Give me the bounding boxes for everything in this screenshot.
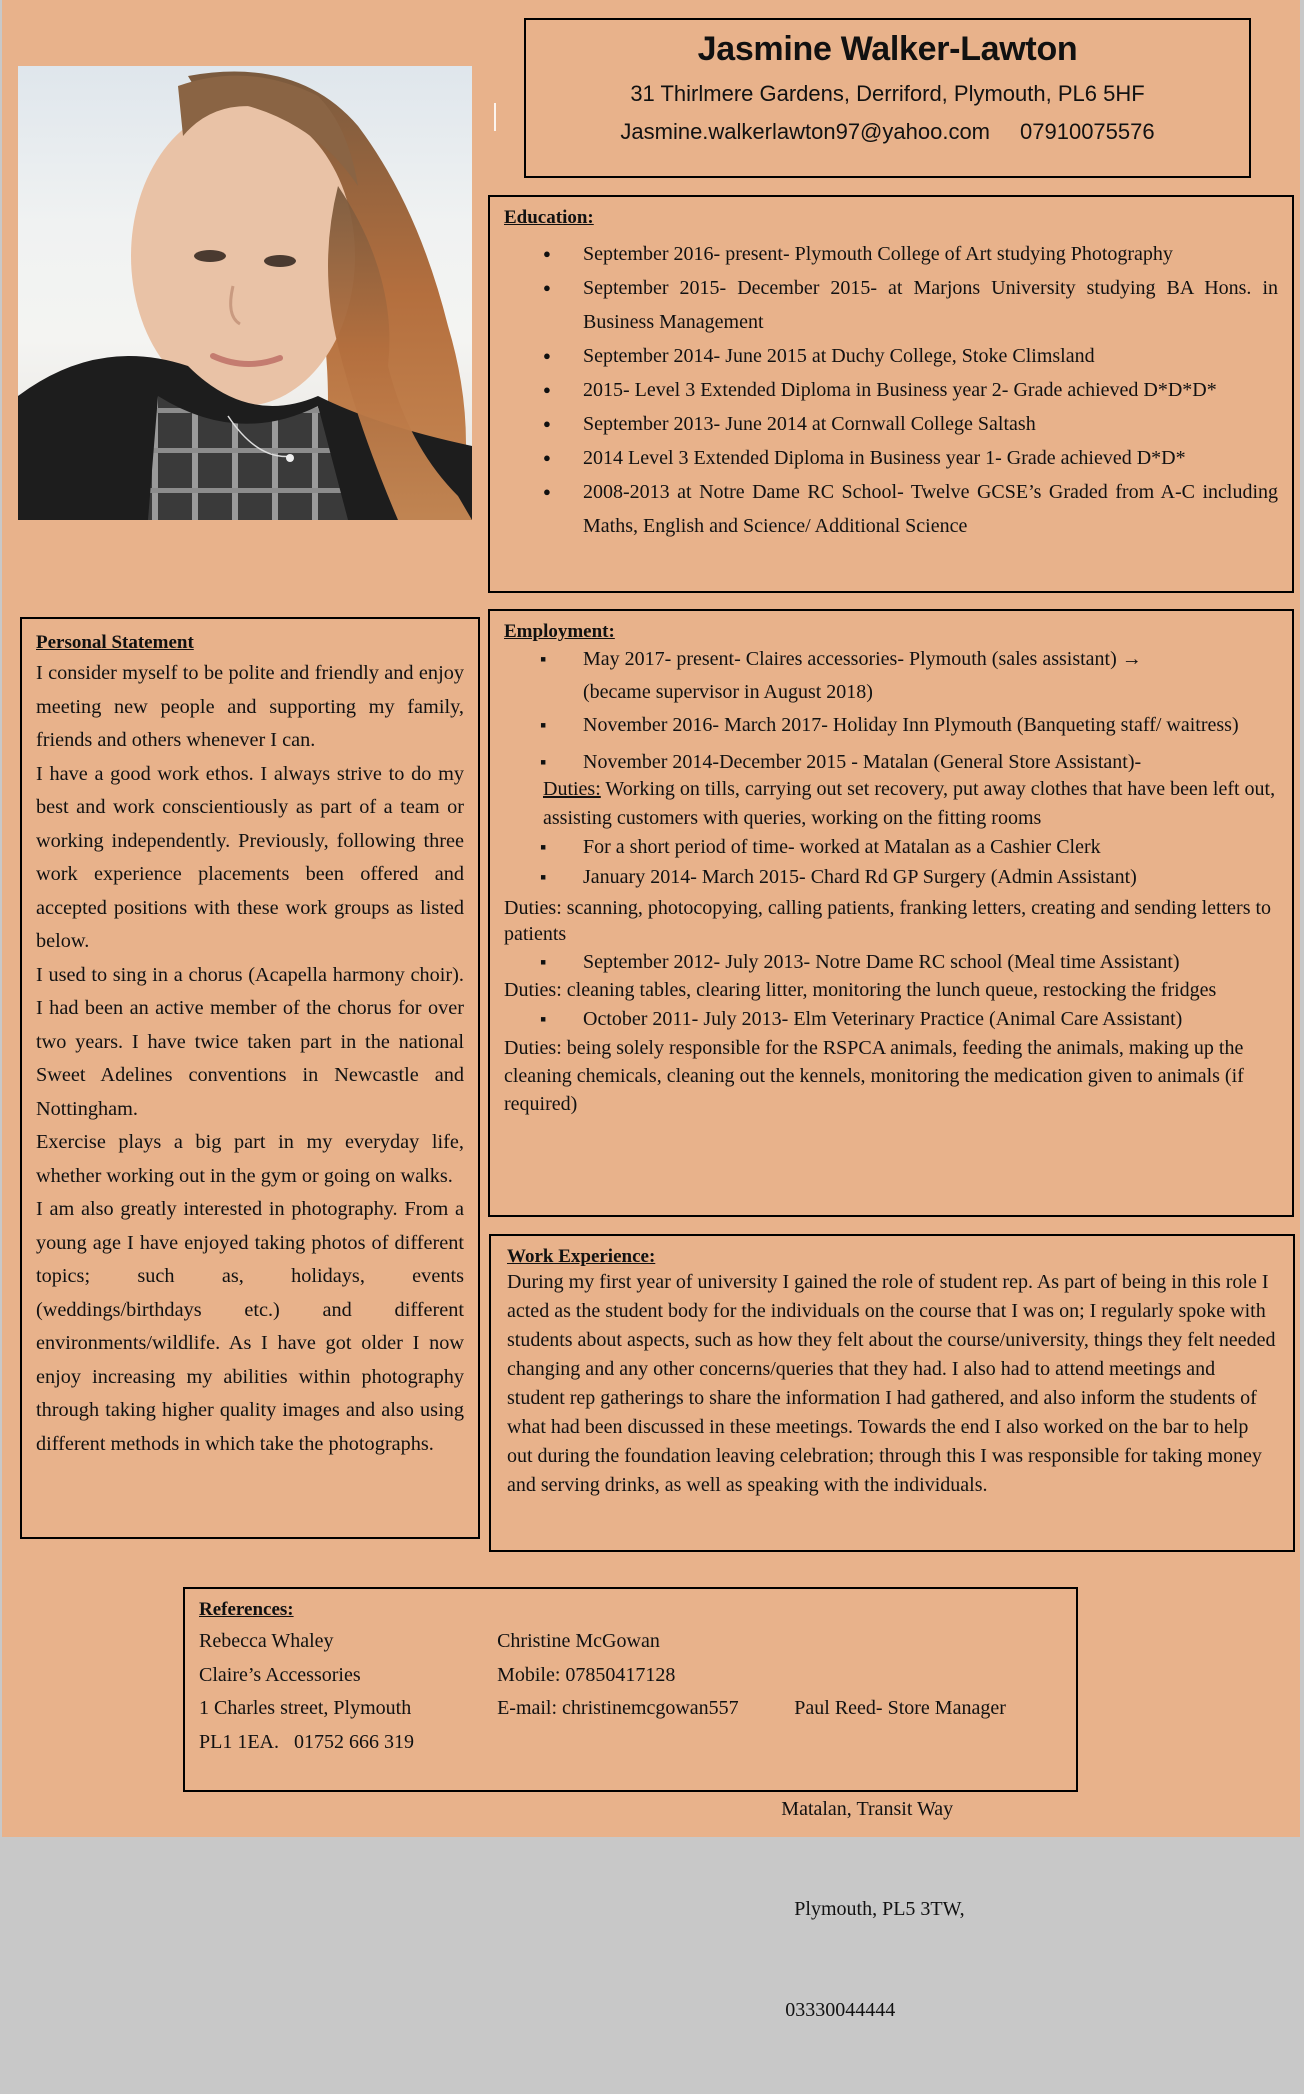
cv-page: [2, 0, 1300, 2021]
reference-line: Mobile: 07850417128: [497, 1663, 676, 1686]
personal-paragraph: I used to sing in a chorus (Acapella harmony choir). I had been an active member of the chorus for over two years. I have twice taken part in the national Sweet Adelines conventions in Newcastle and Nottingham.: [36, 963, 464, 1120]
contact-line: [526, 119, 1249, 145]
education-item: ● 2014 Level 3 Extended Diploma in Business year 1- Grade achieved D*D*: [583, 441, 1278, 475]
education-item: ● September 2016- present- Plymouth College of Art studying Photography: [583, 237, 1278, 271]
employment-title: For a short period of time- worked at Matalan as a Cashier Clerk: [583, 836, 1101, 858]
employment-duties: Duties: scanning, photocopying, calling patients, franking letters, creating and sending letters to patients: [504, 897, 1272, 945]
reference-line: Rebecca Whaley: [199, 1630, 334, 1652]
employment-title: November 2014-December 2015 - Matalan (General Store Assistant)-: [583, 751, 1142, 773]
reference-line: Christine McGowan: [497, 1630, 660, 1652]
email[interactable]: Jasmine.walkerlawton97@yahoo.com: [620, 119, 991, 144]
employment-title: October 2011- July 2013- Elm Veterinary Practice (Animal Care Assistant): [583, 1008, 1183, 1030]
employment-duties: [504, 775, 1278, 833]
reference-line: Paul Reed- Store Manager: [789, 1697, 1006, 1719]
reference-line: Claire’s Accessories: [199, 1663, 361, 1686]
duties-label: Duties:: [543, 778, 601, 800]
personal-paragraph: I consider myself to be polite and friendly and enjoy meeting new people and supporting my family, friends and others whenever I can.: [36, 662, 464, 751]
employment-title: January 2014- March 2015- Chard Rd GP Surgery (Admin Assistant): [583, 866, 1137, 888]
reference-card: [497, 1625, 789, 2094]
education-item: ● September 2014- June 2015 at Duchy College, Stoke Climsland: [583, 339, 1278, 373]
reference-line: 03330044444: [785, 1998, 896, 2021]
personal-paragraph: I have a good work ethos. I always strive to do my best and work conscientiously as part of a team or working independently. Previously, following three work experience placements been offered and accepted positions with these work groups as listed below.: [36, 762, 464, 952]
employment-entry: [504, 746, 1278, 779]
personal-paragraph: Exercise plays a big part in my everyday life, whether working out in the gym or going on walks.: [36, 1131, 464, 1187]
employment-entry: [504, 833, 1278, 862]
education-item: ● September 2013- June 2014 at Cornwall College Saltash: [583, 407, 1278, 441]
work-experience-section: [489, 1234, 1295, 1552]
education-item: [583, 271, 1278, 339]
employment-entry: [504, 643, 1278, 709]
education-list: [504, 237, 1278, 543]
employment-title: November 2016- March 2017- Holiday Inn Plymouth (Banqueting staff/ waitress): [583, 714, 1239, 736]
header-box: [524, 18, 1251, 178]
employment-extra: (became supervisor in August 2018): [583, 681, 873, 703]
reference-card: [199, 1625, 497, 2094]
reference-line: 1 Charles street, Plymouth: [199, 1697, 412, 1719]
employment-entry: [504, 709, 1278, 742]
reference-line: E-mail: christinemcgowan557: [497, 1697, 739, 1719]
profile-photo: [18, 66, 472, 520]
reference-card: [781, 1625, 1062, 2094]
references-columns: [199, 1625, 1062, 2094]
employment-duties: Duties: being solely responsible for the RSPCA animals, feeding the animals, making up the cleaning chemicals, cleaning out the kennels, monitoring the medication given to animals (if required): [504, 1037, 1244, 1115]
right-arrow-icon: →: [1121, 648, 1142, 670]
profile-photo-icon: [18, 66, 472, 520]
phone: 07910075576: [1020, 119, 1155, 144]
employment-section: [488, 609, 1294, 1217]
duties-text: Working on tills, carrying out set recovery, put away clothes that have been left out, assisting customers with queries, working on the fitting rooms: [543, 778, 1276, 829]
education-item: ● 2008-2013 at Notre Dame RC School- Twelve GCSE’s Graded from A-C including Maths, English and Science/ Additional Science: [583, 475, 1278, 543]
education-heading: Education:: [504, 207, 594, 228]
employment-title: September 2012- July 2013- Notre Dame RC school (Meal time Assistant): [583, 951, 1180, 973]
employment-entry: [504, 947, 1278, 977]
address: 31 Thirlmere Gardens, Derriford, Plymouth, PL6 5HF: [630, 81, 1145, 106]
reference-line: PL1 1EA. 01752 666 319: [199, 1730, 414, 1753]
reference-line: Plymouth, PL5 3TW,: [789, 1898, 965, 1920]
personal-statement-section: [20, 617, 480, 1539]
employment-duties: Duties: cleaning tables, clearing litter, monitoring the lunch queue, restocking the fridges: [504, 979, 1217, 1001]
employment-entry: [504, 1004, 1278, 1034]
work-experience-text: During my first year of university I gained the role of student rep. As part of being in this role I acted as the student body for the individuals on the course that I was on; I regularly spoke with students about aspects, such as how they felt about the course/university, things they felt needed changing and any other concerns/queries that they had. I also had to attend meetings and student rep gatherings to share the information I had gathered, and also inform the students of what had been discussed in these meetings. Towards the end I also worked on the bar to help out during the foundation leaving celebration; through this I was responsible for taking money and serving drinks, as well as speaking with the individuals.: [507, 1271, 1276, 1496]
candidate-name: Jasmine Walker-Lawton: [697, 30, 1078, 68]
text-cursor-mark: [494, 103, 496, 131]
education-section: [488, 195, 1294, 593]
employment-heading: Employment:: [504, 621, 615, 642]
personal-statement-heading: Personal Statement: [36, 632, 194, 653]
employment-entry: [504, 862, 1278, 893]
employment-title: May 2017- present- Claires accessories- Plymouth (sales assistant): [583, 648, 1117, 670]
reference-line: Matalan, Transit Way: [781, 1797, 954, 1820]
education-item-text: September 2015- December 2015- at Marjons University studying BA Hons. in Business Management: [583, 277, 1278, 333]
references-heading: References:: [199, 1599, 294, 1620]
personal-paragraph: I am also greatly interested in photography. From a young age I have enjoyed taking photos of different topics; such as, holidays, events (weddings/birthdays etc.) and different environments/wildlife. As I have got older I now enjoy increasing my abilities within photography through taking higher quality images and also using different methods in which take the photographs.: [36, 1198, 464, 1455]
work-experience-heading: Work Experience:: [507, 1246, 656, 1267]
references-section: [183, 1587, 1078, 2021]
education-item: ● 2015- Level 3 Extended Diploma in Business year 2- Grade achieved D*D*D*: [583, 373, 1278, 407]
